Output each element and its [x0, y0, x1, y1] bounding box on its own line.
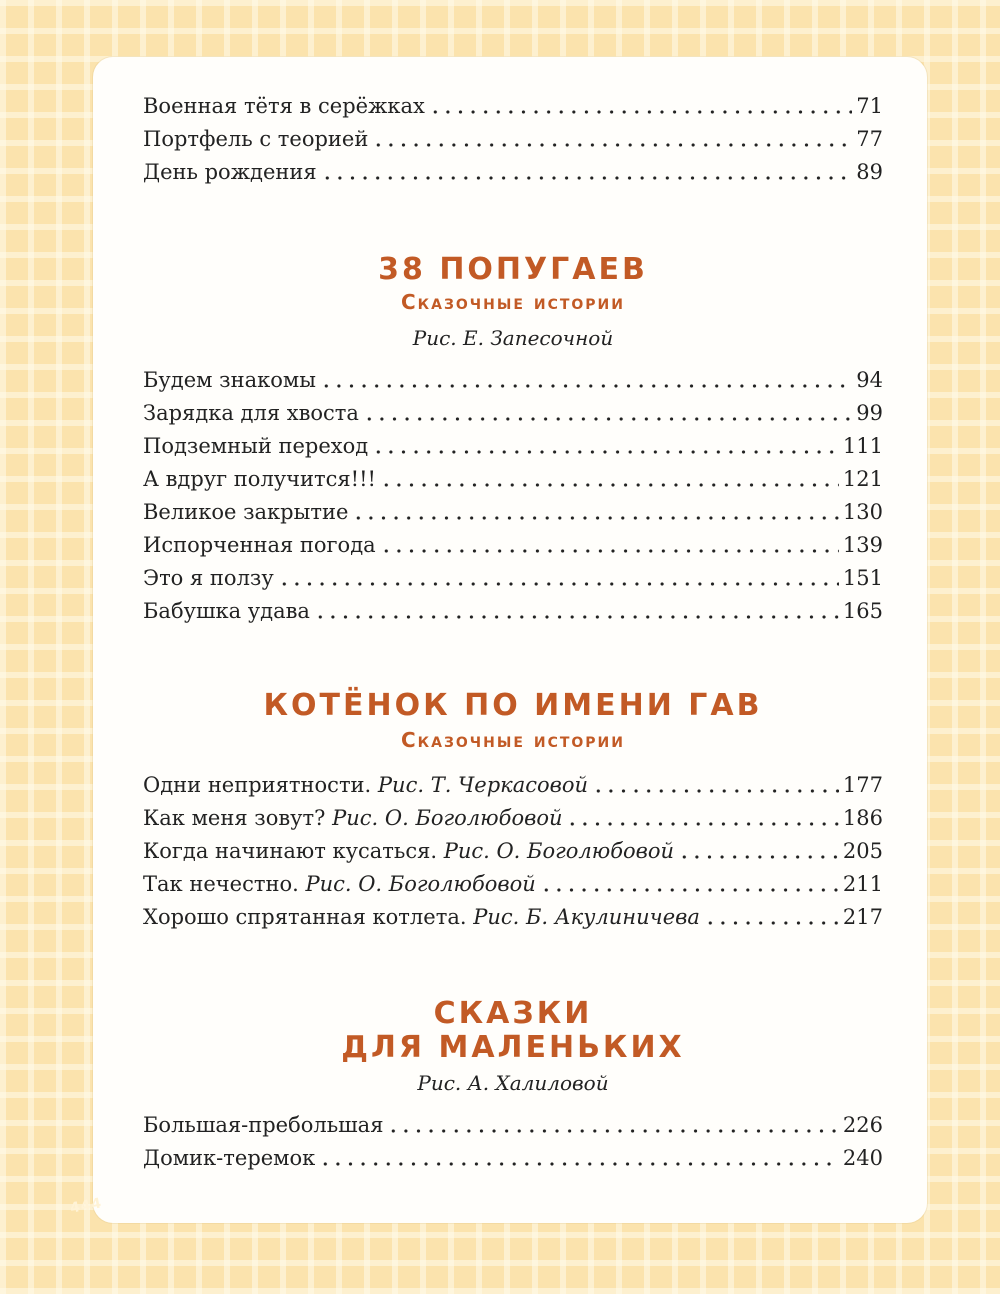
section-credit: Рис. А. Халиловой	[417, 1071, 609, 1095]
section-title: 38 ПОПУГАЕВ	[378, 252, 648, 287]
dot-leader	[372, 450, 839, 454]
entry-page: 226	[842, 1113, 883, 1137]
dot-leader	[380, 483, 839, 487]
toc-entry[interactable]	[143, 463, 883, 495]
entry-title: Так нечестно. Рис. О. Боголюбовой	[143, 872, 536, 896]
entry-title: Хорошо спрятанная котлета. Рис. Б. Акулиничева	[143, 905, 700, 929]
toc-entry[interactable]	[143, 901, 883, 933]
entry-page: 177	[842, 773, 883, 797]
toc-entry[interactable]	[143, 156, 883, 188]
dot-leader	[380, 549, 839, 553]
toc-entry[interactable]	[143, 430, 883, 462]
entry-page: 121	[842, 467, 883, 491]
dot-leader	[321, 176, 853, 180]
toc-entry[interactable]	[143, 90, 883, 122]
entry-title: Это я ползу	[143, 566, 274, 590]
entry-credit: Рис. Б. Акулиничева	[473, 905, 700, 929]
entry-title: Домик-теремок	[143, 1146, 316, 1170]
entry-page: 205	[842, 839, 883, 863]
entry-page: 130	[842, 500, 883, 524]
entry-credit: Рис. О. Боголюбовой	[332, 806, 563, 830]
toc-entry[interactable]	[143, 123, 883, 155]
page-number: 444	[68, 1195, 104, 1217]
section-subtitle: Сказочные истории	[400, 290, 625, 314]
entry-title: Испорченная погода	[143, 533, 376, 557]
dot-leader	[363, 417, 852, 421]
entry-page: 77	[856, 127, 883, 151]
entry-title: Великое закрытие	[143, 500, 349, 524]
toc-entry[interactable]	[143, 562, 883, 594]
entry-title: Как меня зовут? Рис. О. Боголюбовой	[143, 806, 563, 830]
dot-leader	[387, 1129, 838, 1133]
entry-title: Портфель с теорией	[143, 127, 369, 151]
section-title: СКАЗКИ	[433, 996, 593, 1031]
dot-leader	[540, 888, 839, 892]
toc-entry[interactable]	[143, 1109, 883, 1141]
toc-entry[interactable]	[143, 835, 883, 867]
dot-leader	[704, 921, 839, 925]
dot-leader	[352, 516, 839, 520]
toc-entry[interactable]	[143, 1142, 883, 1174]
toc-entry[interactable]	[143, 868, 883, 900]
entry-title: Военная тётя в серёжках	[143, 94, 425, 118]
toc-entry[interactable]	[143, 595, 883, 627]
entry-title: Будем знакомы	[143, 368, 316, 392]
dot-leader	[319, 1162, 839, 1166]
entry-title: Когда начинают кусаться. Рис. О. Боголюбовой	[143, 839, 675, 863]
dot-leader	[278, 582, 839, 586]
dot-leader	[372, 143, 852, 147]
entry-page: 89	[856, 160, 883, 184]
entry-title: А вдруг получится!!!	[143, 467, 376, 491]
entry-title: Подземный переход	[143, 434, 369, 458]
toc-entry[interactable]	[143, 364, 883, 396]
entry-page: 151	[842, 566, 883, 590]
entry-page: 71	[856, 94, 883, 118]
dot-leader	[592, 789, 839, 793]
entry-title: Бабушка удава	[143, 599, 310, 623]
toc-entry[interactable]	[143, 802, 883, 834]
entry-credit: Рис. О. Боголюбовой	[443, 839, 675, 863]
dot-leader	[320, 384, 852, 388]
entry-credit: Рис. О. Боголюбовой	[305, 872, 536, 896]
entry-page: 186	[842, 806, 883, 830]
toc-entry[interactable]	[143, 496, 883, 528]
entry-title: Большая-пребольшая	[143, 1113, 384, 1137]
entry-title: Одни неприятности. Рис. Т. Черкасовой	[143, 773, 589, 797]
toc-entry[interactable]	[143, 397, 883, 429]
toc-entry[interactable]	[143, 529, 883, 561]
entry-page: 240	[842, 1146, 883, 1170]
toc-entry[interactable]	[143, 769, 883, 801]
entry-page: 139	[842, 533, 883, 557]
entry-page: 211	[842, 872, 883, 896]
entry-page: 99	[856, 401, 883, 425]
dot-leader	[566, 822, 838, 826]
entry-credit: Рис. Т. Черкасовой	[377, 773, 589, 797]
entry-page: 94	[856, 368, 883, 392]
entry-page: 111	[842, 434, 883, 458]
dot-leader	[429, 110, 852, 114]
section-title: КОТЁНОК ПО ИМЕНИ ГАВ	[263, 688, 763, 723]
entry-title: День рождения	[143, 160, 317, 184]
entry-page: 165	[842, 599, 883, 623]
entry-page: 217	[842, 905, 883, 929]
dot-leader	[678, 855, 839, 859]
entry-title: Зарядка для хвоста	[143, 401, 359, 425]
section-title: ДЛЯ МАЛЕНЬКИХ	[341, 1030, 685, 1065]
section-credit: Рис. Е. Запесочной	[412, 326, 614, 350]
dot-leader	[314, 615, 839, 619]
section-subtitle: Сказочные истории	[400, 728, 625, 752]
